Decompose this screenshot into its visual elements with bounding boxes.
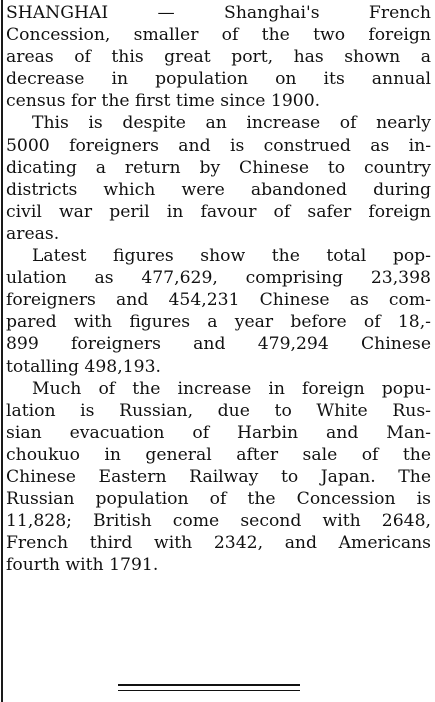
article-line: 899 foreigners and 479,294 Chinese (6, 334, 431, 355)
article-line: Chinese Eastern Railway to Japan. The (6, 466, 431, 487)
article-line: foreigners and 454,231 Chinese as com- (6, 290, 431, 311)
article-line: pared with figures a year before of 18,- (6, 312, 431, 333)
article-line: This is despite an increase of nearly (32, 113, 431, 134)
article-line: Much of the increase in foreign popu- (32, 378, 431, 399)
article-line: fourth with 1791. (6, 555, 159, 576)
paragraph-1 (6, 2, 431, 112)
article-line: Latest figures show the total pop- (32, 246, 431, 267)
paragraph-4 (6, 378, 431, 577)
article-line: 11,828; British come second with 2648, (6, 511, 431, 532)
article-line: civil war peril in favour of safer foreign (6, 201, 431, 222)
article-line: Concession, smaller of the two foreign (6, 25, 431, 46)
column-rule-left (1, 0, 3, 702)
article-line: Russian population of the Concession is (6, 489, 431, 510)
article-line: areas. (6, 223, 60, 244)
article-line: decrease in population on its annual (6, 69, 431, 90)
article-line: choukuo in general after sale of the (6, 444, 431, 465)
article-line: census for the first time since 1900. (6, 91, 321, 112)
article-line: dicating a return by Chinese to country (6, 157, 431, 178)
article-line: ulation as 477,629, comprising 23,398 (6, 268, 431, 289)
paragraph-3 (6, 245, 431, 378)
article-line: sian evacuation of Harbin and Man- (6, 422, 431, 443)
article-line: districts which were abandoned during (6, 179, 431, 200)
article-line: areas of this great port, has shown a (6, 47, 431, 68)
article-line: totalling 498,193. (6, 356, 161, 377)
article-line: lation is Russian, due to White Rus- (6, 400, 431, 421)
article-body (6, 2, 431, 576)
article-line: French third with 2342, and Americans (6, 533, 431, 554)
article-line: SHANGHAI — Shanghai's French (6, 3, 431, 23)
paragraph-2 (6, 112, 431, 245)
article-line: 5000 foreigners and is construed as in- (6, 135, 431, 156)
end-of-article-rule (118, 684, 300, 691)
